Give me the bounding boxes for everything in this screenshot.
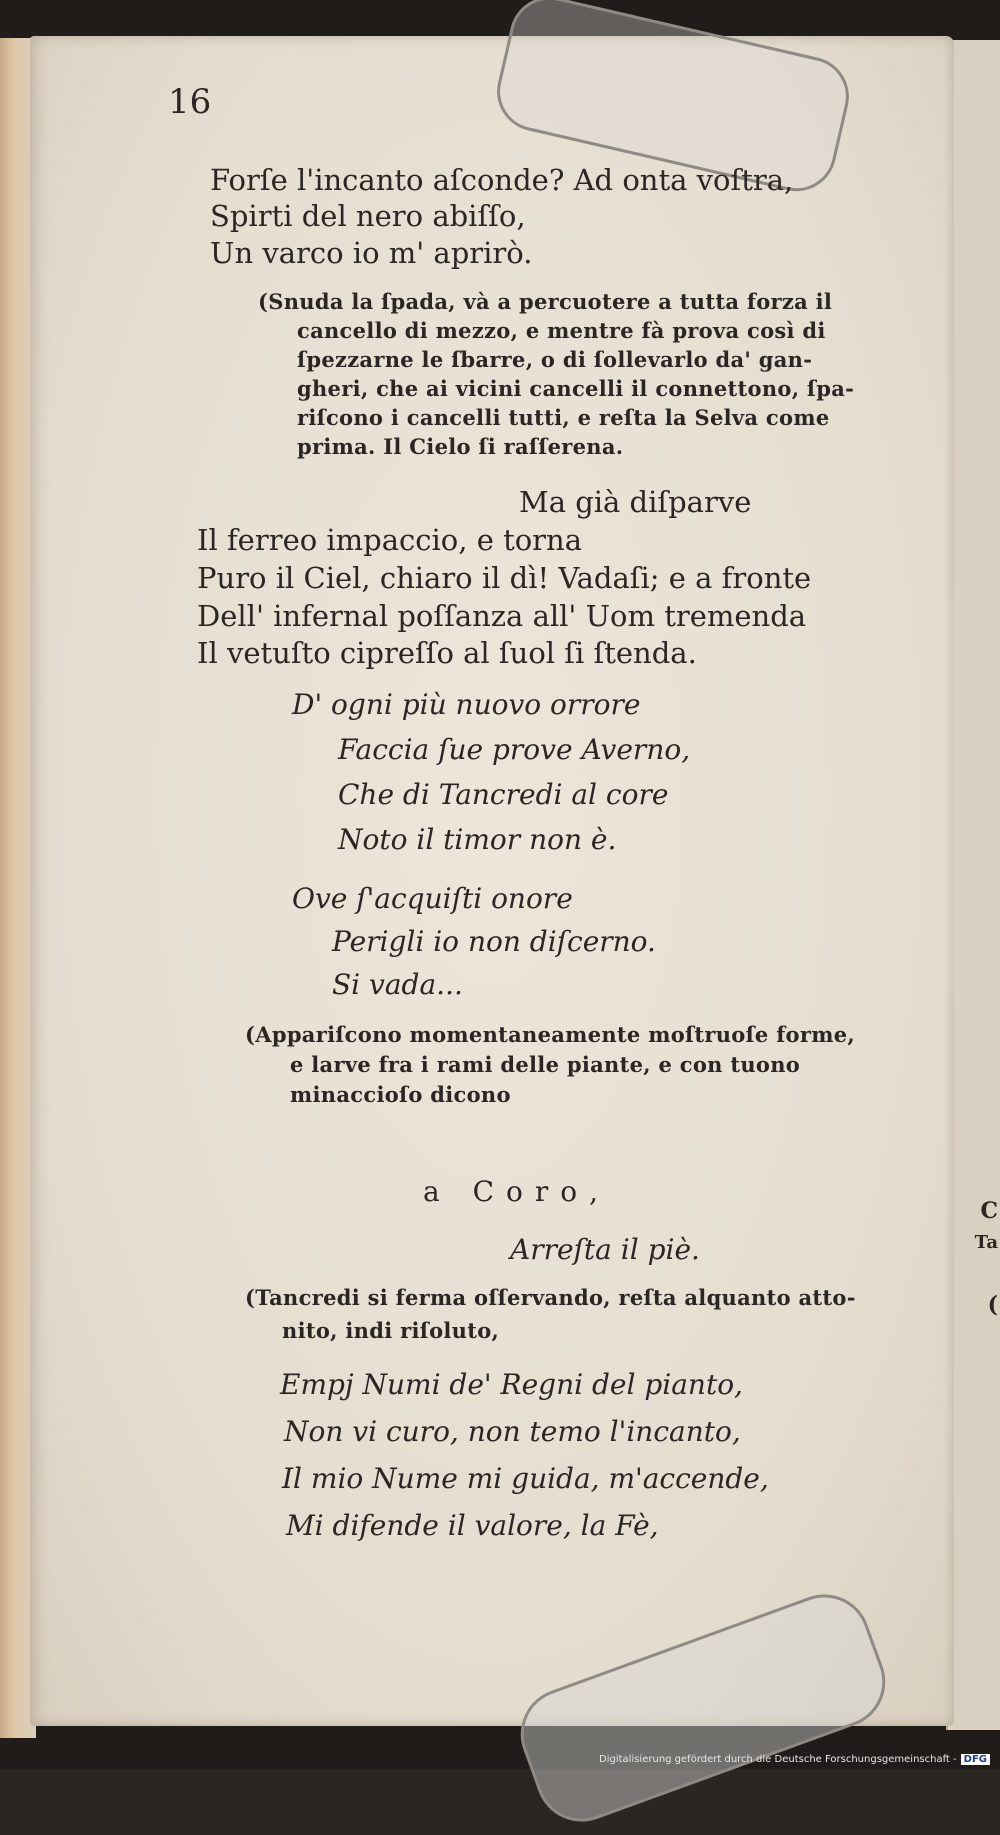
- text-line: Il ferreo impaccio, e torna: [197, 523, 583, 557]
- next-page-glyph: Ta: [974, 1232, 998, 1253]
- stage-direction-line: e larve fra i rami delle piante, e con tuono: [290, 1052, 801, 1077]
- aria-line: Ove ſ'acquiſti onore: [292, 882, 573, 915]
- text-line: Puro il Ciel, chiaro il dì! Vadaſi; e a fronte: [197, 561, 812, 595]
- stage-direction-line: (Snuda la ſpada, và a percuotere a tutta forza il: [258, 289, 833, 314]
- aria-line: Si vada...: [332, 968, 463, 1001]
- credit-text: Digitalisierung gefördert durch die Deutsche Forschungsgemeinschaft -: [599, 1754, 957, 1765]
- text-line: Ma già diſparve: [519, 485, 752, 519]
- aria-line: Mi difende il valore, la Fè,: [286, 1509, 659, 1542]
- page-number: 16: [168, 82, 212, 122]
- stage-direction-line: cancello di mezzo, e mentre fà prova così di: [297, 318, 826, 343]
- aria-line: Empj Numi de' Regni del pianto,: [280, 1368, 743, 1401]
- chorus-line: Arreſta il piè.: [510, 1233, 700, 1266]
- text-line: Un varco io m' aprirò.: [210, 236, 533, 270]
- text-line: Forſe l'incanto aſconde? Ad onta voſtra,: [210, 163, 794, 197]
- next-page-glyph: (: [987, 1292, 998, 1318]
- next-page-edge: [946, 40, 1000, 1730]
- aria-line: Perigli io non diſcerno.: [332, 925, 656, 958]
- stage-direction-line: (Appariſcono momentaneamente moſtruoſe forme,: [245, 1022, 855, 1047]
- stage-direction-line: nito, indi riſoluto,: [282, 1318, 500, 1343]
- next-page-glyph: C: [980, 1198, 998, 1224]
- text-line: Il vetuſto cipreſſo al ſuol ſi ſtenda.: [197, 636, 697, 670]
- stage-direction-line: ſpezzarne le ſbarre, o di ſollevarlo da' gan-: [297, 347, 813, 372]
- aria-line: Che di Tancredi al core: [338, 778, 669, 811]
- stage-direction-line: (Tancredi si ferma oſſervando, reſta alquanto atto-: [245, 1285, 856, 1310]
- stage-direction-line: prima. Il Cielo ſi raſſerena.: [297, 434, 624, 459]
- aria-line: Non vi curo, non temo l'incanto,: [284, 1415, 741, 1448]
- dfg-logo: DFG: [961, 1754, 990, 1765]
- aria-line: Noto il timor non è.: [338, 823, 617, 856]
- text-line: Dell' infernal poſſanza all' Uom tremenda: [197, 599, 807, 633]
- stage-direction-line: riſcono i cancelli tutti, e reſta la Selva come: [297, 405, 830, 430]
- chorus-heading: a Coro,: [423, 1175, 611, 1208]
- text-line: Spirti del nero abiſſo,: [210, 199, 526, 233]
- aria-line: Il mio Nume mi guida, m'accende,: [282, 1462, 769, 1495]
- stage-direction-line: gheri, che ai vicini cancelli il connettono, ſpa-: [297, 376, 855, 401]
- stage-direction-line: minaccioſo dicono: [290, 1082, 511, 1107]
- digitization-credit: [599, 1754, 990, 1765]
- aria-line: D' ogni più nuovo orrore: [292, 688, 641, 721]
- aria-line: Faccia ſue prove Averno,: [338, 733, 691, 766]
